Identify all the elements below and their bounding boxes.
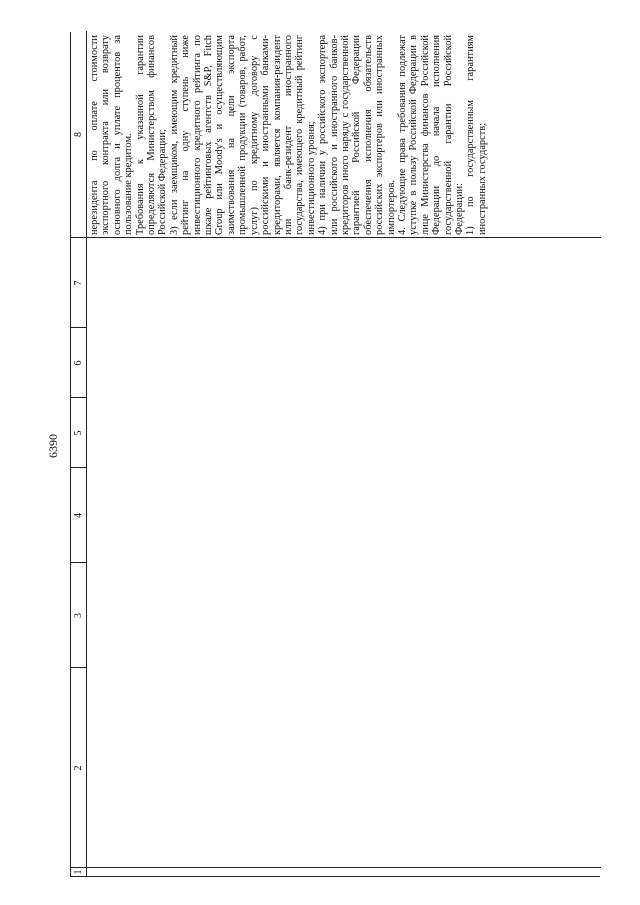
column-header-7: 7	[71, 238, 87, 328]
column-header-4: 4	[71, 468, 87, 563]
column-header-8: 8	[71, 31, 87, 238]
column-divider	[71, 237, 601, 238]
page-number: 6390	[46, 434, 60, 458]
rotated-table-area	[70, 32, 600, 877]
column-8-cell	[89, 35, 599, 235]
column-divider	[71, 397, 87, 398]
paragraph: нерезидента по оплате стоимости экспортного контракта или возврату основного долга и уплате процентов за пользование кредитом.	[89, 35, 135, 235]
column-divider	[71, 667, 87, 668]
paragraph: 3) если заемщиком, имеющим кредитный рейтинг на одну ступень ниже инвестиционного кредитного рейтинга по шкале рейтинговых агентств S&P, Fitch Group или Moody's и осуществляющим заимствования на цели экспорта промышленной продукции (товаров, работ, услуг) по кредитному договору с российскими и иностранными банками-кредиторами, является компания-резидент или банк-резидент иностранного государства, имеющего кредитный рейтинг инвестиционного уровня;	[168, 35, 317, 235]
column-divider	[71, 562, 87, 563]
column-divider	[71, 327, 87, 328]
column-header-1: 1	[71, 868, 87, 876]
paragraph: 1) по государственным гарантиям иностранных государств;	[465, 35, 488, 235]
column-divider	[71, 467, 87, 468]
paragraph: Требования к указанной гарантии определяются Министерством финансов Российской Федерации;	[134, 35, 169, 235]
column-header-2: 2	[71, 668, 87, 868]
column-header-5: 5	[71, 398, 87, 468]
column-divider	[71, 867, 601, 868]
column-header-6: 6	[71, 328, 87, 398]
column-header-3: 3	[71, 563, 87, 668]
paragraph: 4. Следующие права требования подлежат уступке в пользу Российской Федерации в лице Министерства финансов Российской Федерации до начала исполнения государственной гарантии Российской Федерации:	[396, 35, 465, 235]
paragraph: 4) при наличии у российского экспортера или российского и иностранного банков-кредиторов иного наряду с государственной гарантией Российской Федерации обеспечения исполнения обязательств российских экспортеров или иностранных импортеров.	[317, 35, 397, 235]
data-table	[70, 32, 600, 877]
